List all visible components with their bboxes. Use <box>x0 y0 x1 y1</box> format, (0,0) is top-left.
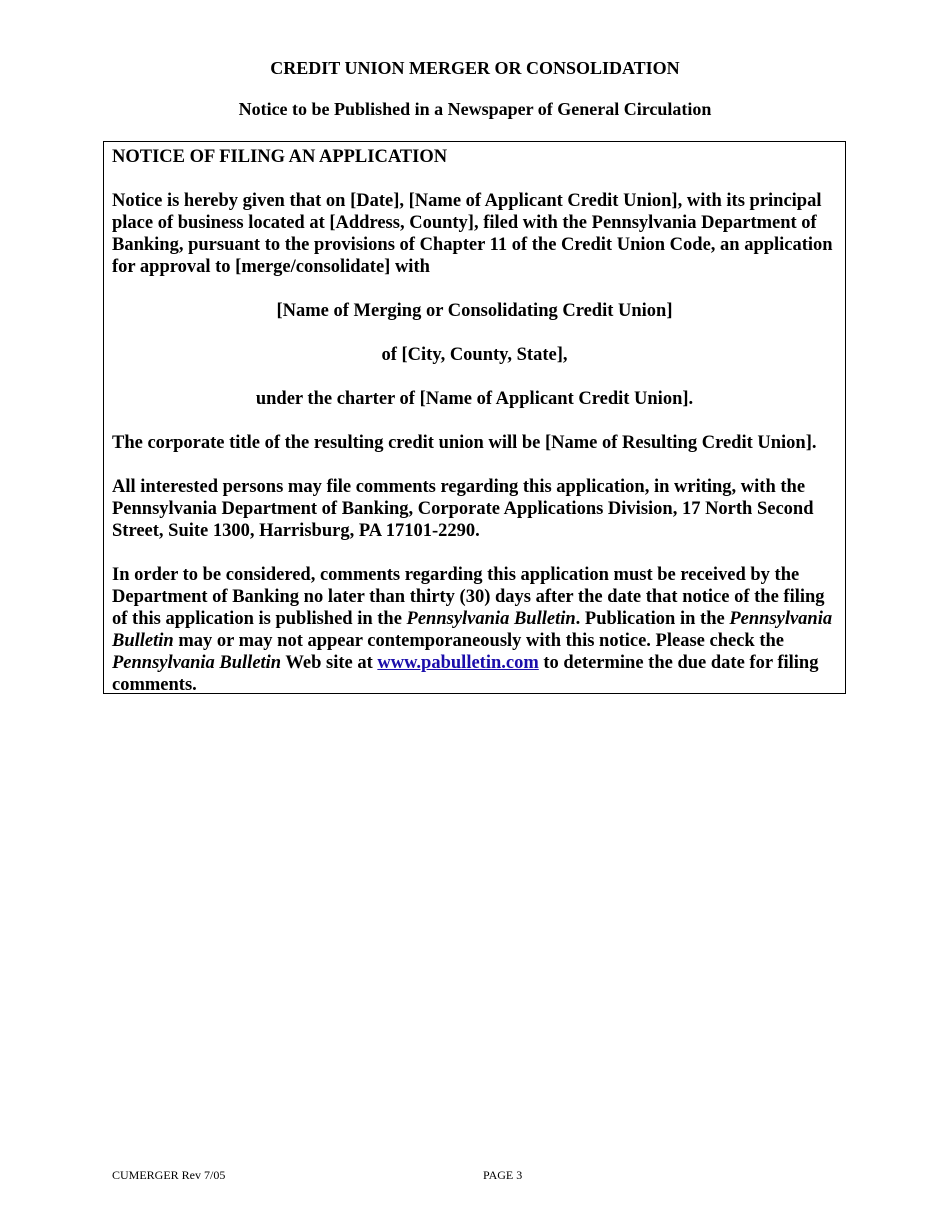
notice-box <box>103 141 846 694</box>
bulletin-name-3: Pennsylvania Bulletin <box>112 653 282 673</box>
page-subtitle: Notice to be Published in a Newspaper of General Circulation <box>238 99 712 119</box>
footer-form-id: CUMERGER Rev 7/05 <box>112 1168 226 1182</box>
notice-paragraph-filing: Notice is hereby given that on [Date], [Name of Applicant Credit Union], with its principal place of business located at [Address, County], filed with the Pennsylvania Department of Banking, pursuant to the provisions of Chapter 11 of the Credit Union Code, an application for approval to [merge/consolidate] with <box>112 191 833 277</box>
pabulletin-link[interactable]: www.pabulletin.com <box>377 653 539 673</box>
charter-line: under the charter of [Name of Applicant Credit Union]. <box>255 389 694 409</box>
deadline-text-2: . Publication in the <box>575 609 730 629</box>
deadline-text-5: to determine the due date for filing comments. <box>112 653 819 695</box>
deadline-text-1: In order to be considered, comments regarding this application must be received by the Department of Banking no later than thirty (30) days after the date that notice of the filing of this application is published in the <box>112 565 825 629</box>
merging-credit-union-line: [Name of Merging or Consolidating Credit Union] <box>276 301 673 321</box>
deadline-text-3: may or may not appear contemporaneously with this notice. Please check the <box>173 631 784 651</box>
deadline-text-4: Web site at <box>281 653 378 673</box>
bulletin-name-2: Pennsylvania Bulletin <box>112 609 833 651</box>
notice-paragraph-corporate-title: The corporate title of the resulting credit union will be [Name of Resulting Credit Union]. <box>112 433 817 453</box>
notice-paragraph-comments: All interested persons may file comments regarding this application, in writing, with the Pennsylvania Department of Banking, Corporate Applications Division, 17 North Second Street, Suite 1300, Harrisburg, PA 17101-2290. <box>112 477 814 541</box>
footer-page-number: PAGE 3 <box>483 1168 523 1182</box>
bulletin-name-1: Pennsylvania Bulletin <box>406 609 576 629</box>
location-line: of [City, County, State], <box>381 345 568 365</box>
page-title: CREDIT UNION MERGER OR CONSOLIDATION <box>270 58 680 78</box>
notice-heading: NOTICE OF FILING AN APPLICATION <box>112 147 448 167</box>
notice-paragraph-deadline <box>112 564 837 696</box>
